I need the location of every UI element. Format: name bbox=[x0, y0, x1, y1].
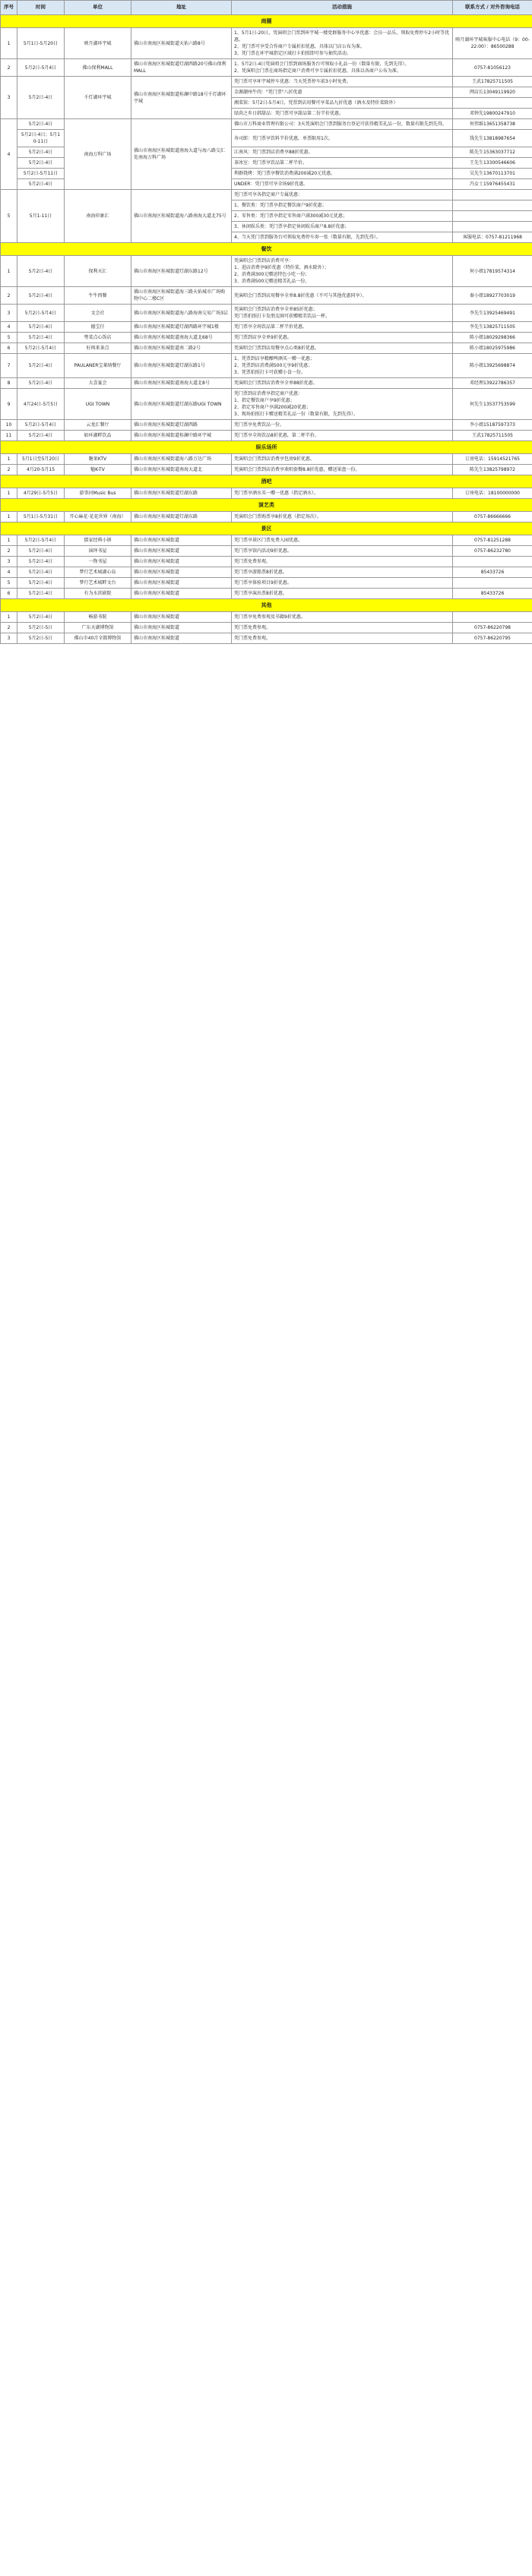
row-date: 5月2日-4日 bbox=[17, 567, 65, 578]
row-tel: 邓钟先19800247910 bbox=[453, 109, 532, 119]
row-activity: 佛山市万科商业管理有限公司：3天凭演唱会门票到服务台登记可获得精美礼品一份，数量有限先到先得。 bbox=[232, 119, 453, 130]
row-seq: 1 bbox=[1, 535, 17, 546]
row-unit: 千灯湖环宇城 bbox=[65, 77, 131, 119]
row-seq: 3 bbox=[1, 633, 17, 644]
table-row bbox=[1, 578, 532, 589]
table-row bbox=[1, 512, 532, 522]
table-row bbox=[1, 389, 532, 420]
table-row bbox=[1, 256, 532, 287]
table-body bbox=[1, 15, 532, 644]
row-date: 4月29日-5月5日 bbox=[17, 488, 65, 499]
row-seq: 2 bbox=[1, 623, 17, 633]
row-addr: 佛山市南海区桂城街道 bbox=[131, 633, 232, 644]
row-date: 5月2日-4日 bbox=[17, 546, 65, 557]
row-date: 5月2日-4日 bbox=[17, 147, 65, 158]
row-unit: 游事河Music Bus bbox=[65, 488, 131, 499]
row-seq: 2 bbox=[1, 546, 17, 557]
row-seq: 1 bbox=[1, 454, 17, 465]
table-row bbox=[1, 633, 532, 644]
row-activity: 1、5月1日-20日，凭演唱会门票到环宇城一楼党群服务中心享优惠：会员一品乐，领取免费停车2小时等优惠。 2、凭门票可享受合作商户专属折扣优惠，具体以门店公布为准。 3、凭门票在环宇城指定区域打卡拍照即可参与抽奖活动。 bbox=[232, 28, 453, 59]
table-row bbox=[1, 546, 532, 557]
row-date: 5月2日-4日 bbox=[17, 578, 65, 589]
row-addr: 佛山市南海区桂城街道 bbox=[131, 535, 232, 546]
table-row bbox=[1, 378, 532, 389]
row-date: 5月2日-4日 bbox=[17, 333, 65, 343]
table-row bbox=[1, 343, 532, 354]
row-seq: 4 bbox=[1, 567, 17, 578]
row-seq: 3 bbox=[1, 305, 17, 322]
row-unit: 儒家经典小镇 bbox=[65, 535, 131, 546]
row-activity: UNDER：凭门票可享全场9折优惠。 bbox=[232, 179, 453, 190]
header-seq: 序号 bbox=[1, 1, 17, 15]
row-addr: 佛山市南海区桂城街道海三路天佑城市广场购物中心二楼C区 bbox=[131, 287, 232, 305]
row-activity: 绿茵之乡日韩甜品：凭门票可享甜品第二份半价优惠。 bbox=[232, 109, 453, 119]
table-row bbox=[1, 333, 532, 343]
row-seq: 1 bbox=[1, 256, 17, 287]
row-addr: 佛山市南海区桂城街道海八路南海大道北75号 bbox=[131, 190, 232, 243]
row-date: 5月2日-4日 bbox=[17, 431, 65, 441]
header-row bbox=[1, 1, 532, 15]
table-row bbox=[1, 28, 532, 59]
promo-table bbox=[0, 0, 532, 644]
row-tel: 0757-86232780 bbox=[453, 546, 532, 557]
row-date: 5月2日-4日 bbox=[17, 378, 65, 389]
row-addr: 佛山市南海区桂城街道 bbox=[131, 578, 232, 589]
table-row bbox=[1, 431, 532, 441]
section-row bbox=[1, 499, 532, 512]
table-row bbox=[1, 287, 532, 305]
row-activity: 凭演唱会门票到店消费享全单88折优惠。 bbox=[232, 378, 453, 389]
row-seq: 6 bbox=[1, 343, 17, 354]
row-activity: 凭门票到店享全单9折优惠。 bbox=[232, 333, 453, 343]
row-unit: 牛牛西餐 bbox=[65, 287, 131, 305]
row-tel: 何先生13537753599 bbox=[453, 389, 532, 420]
row-activity: 金源潮州牛肉："凭门票"八折优惠 bbox=[232, 87, 453, 98]
section-title: 商圈 bbox=[1, 15, 532, 28]
row-activity: 利群烧烤：凭门票享餐饮消费满200减20元优惠。 bbox=[232, 169, 453, 179]
row-tel: 映月湖环宇城客服中心电话（9：00-22:00）：86500288 bbox=[453, 28, 532, 59]
row-activity: 凭门票到店消费享指定商户优惠： 1、指定餐饮商户享9折优惠； 2、指定零售商户享满200减20优惠； 3、现场拍照打卡赠送精美礼品一份（数量有限，先到先得）。 bbox=[232, 389, 453, 420]
row-activity: 凭门票享演出票8折优惠。 bbox=[232, 589, 453, 599]
table-row bbox=[1, 119, 532, 130]
row-addr: 佛山市南海区桂城街道海八路海南交易广场3层 bbox=[131, 305, 232, 322]
row-tel: 王武17825711505 bbox=[453, 77, 532, 87]
row-unit: 演绎书屋 bbox=[65, 546, 131, 557]
table-row bbox=[1, 454, 532, 465]
row-tel bbox=[453, 578, 532, 589]
header-unit: 单位 bbox=[65, 1, 131, 15]
row-seq: 4 bbox=[1, 322, 17, 333]
row-seq: 1 bbox=[1, 612, 17, 623]
section-row bbox=[1, 475, 532, 488]
row-seq: 10 bbox=[1, 420, 17, 431]
row-tel: 0757-81251288 bbox=[453, 535, 532, 546]
row-seq: 2 bbox=[1, 465, 17, 475]
row-unit: 魅K-TV bbox=[65, 465, 131, 475]
row-date: 5月2日-4日 bbox=[17, 612, 65, 623]
header-tel: 联系方式 / 对外咨询电话 bbox=[453, 1, 532, 15]
row-activity: 凭演唱会门票到店消费可享： 1、进店消费享9折优惠（特价菜、酒水除外）； 2、消费满300元赠送特色小吃一份； 3、消费满500元赠送精美礼品一份。 bbox=[232, 256, 453, 287]
row-date: 5月2日-4日 bbox=[17, 77, 65, 119]
row-addr: 佛山市南海区桂城街道灯湖东路1号 bbox=[131, 354, 232, 378]
row-tel bbox=[453, 190, 532, 200]
row-date: 4月20-5月15 bbox=[17, 465, 65, 475]
row-tel: 邓经理13922786357 bbox=[453, 378, 532, 389]
row-unit: 粤菜点心饭店 bbox=[65, 333, 131, 343]
row-addr: 佛山市南海区桂城街道 bbox=[131, 557, 232, 567]
header-addr: 地址 bbox=[131, 1, 232, 15]
row-tel: 0757-86666666 bbox=[453, 512, 532, 522]
table-row bbox=[1, 557, 532, 567]
row-tel: 85433726 bbox=[453, 567, 532, 578]
row-date: 5月2日-4日 bbox=[17, 589, 65, 599]
row-unit: 一物书屋 bbox=[65, 557, 131, 567]
row-unit: 有为水滨剧院 bbox=[65, 589, 131, 599]
row-activity: 凭门票享全场饮品8折优惠，第二杯半价。 bbox=[232, 431, 453, 441]
row-date: 4月24日-5月5日 bbox=[17, 389, 65, 420]
row-date: 5月1-11日 bbox=[17, 190, 65, 243]
table-row bbox=[1, 465, 532, 475]
row-tel: 李小姐15187597373 bbox=[453, 420, 532, 431]
section-title: 演艺类 bbox=[1, 499, 532, 512]
row-tel: 陈先生15363037712 bbox=[453, 147, 532, 158]
section-row bbox=[1, 15, 532, 28]
row-tel: 订座电话：18100000000 bbox=[453, 488, 532, 499]
row-seq: 8 bbox=[1, 378, 17, 389]
row-activity: 凭门票享景区门票免费入园优惠。 bbox=[232, 535, 453, 546]
row-unit: 梦行艺术城湖心岛 bbox=[65, 567, 131, 578]
row-tel: 李先生13925469491 bbox=[453, 305, 532, 322]
row-unit: PAULANER宝莱纳餐厅 bbox=[65, 354, 131, 378]
row-activity: 湘菜馆：5月2日-5月4日，凭票到店用餐可享菜品九折优惠（酒水及特价菜除外） bbox=[232, 98, 453, 109]
row-addr: 佛山市南海区桂城街道天佑六路8号 bbox=[131, 28, 232, 59]
row-tel bbox=[453, 98, 532, 109]
row-seq: 9 bbox=[1, 389, 17, 420]
row-seq: 3 bbox=[1, 77, 17, 119]
row-seq: 5 bbox=[1, 190, 17, 243]
row-activity: 凭门票免费参观。 bbox=[232, 557, 453, 567]
table-row bbox=[1, 488, 532, 499]
row-seq: 1 bbox=[1, 488, 17, 499]
table-row bbox=[1, 305, 532, 322]
row-activity: 凭演唱会门票到店消费享欢唱套餐8.8折优惠，赠送果盘一份。 bbox=[232, 465, 453, 475]
row-tel: 冯女士15976455431 bbox=[453, 179, 532, 190]
row-tel: 订房电话：15914521765 bbox=[453, 454, 532, 465]
row-date: 5月1日-5月31日 bbox=[17, 512, 65, 522]
row-activity: 凭演唱会门票购票享8折优惠（指定场次）。 bbox=[232, 512, 453, 522]
row-date: 5月2日-4日 bbox=[17, 354, 65, 378]
row-unit: 畅游书院 bbox=[65, 612, 131, 623]
row-date: 5月2日-4日 bbox=[17, 158, 65, 169]
header-hotline: 对外咨询电话 bbox=[489, 4, 520, 11]
section-title: 其他 bbox=[1, 599, 532, 612]
table-row bbox=[1, 623, 532, 633]
row-seq: 1 bbox=[1, 28, 17, 59]
header-contact: 联系方式 bbox=[465, 4, 486, 11]
row-activity: 凭演唱会门票到店消费享包房9折优惠。 bbox=[232, 454, 453, 465]
section-row bbox=[1, 522, 532, 535]
row-unit: 云龙汇餐厅 bbox=[65, 420, 131, 431]
row-activity: 凭门票可享环宇城停车优惠：当天凭票停车前3小时免费。 bbox=[232, 77, 453, 87]
row-unit: UGI TOWN bbox=[65, 389, 131, 420]
header-date: 时间 bbox=[17, 1, 65, 15]
row-activity: 凭门票享酒水买一赠一优惠（指定酒水）。 bbox=[232, 488, 453, 499]
row-addr: 佛山市南海区桂城街道灯湖东路 bbox=[131, 488, 232, 499]
row-date: 5月2日-4日 bbox=[17, 322, 65, 333]
row-tel bbox=[453, 222, 532, 232]
row-addr: 佛山市南海区桂城街道桂澜中路环宇城 bbox=[131, 431, 232, 441]
row-activity: 江南风：凭门票到店消费享88折优惠。 bbox=[232, 147, 453, 158]
row-tel: 陈小姐18029298366 bbox=[453, 333, 532, 343]
row-seq: 2 bbox=[1, 287, 17, 305]
row-activity: 凭门票享免费参观及书籍9折优惠。 bbox=[232, 612, 453, 623]
row-seq: 2 bbox=[1, 59, 17, 77]
row-activity: 凭门票享体验项目9折优惠。 bbox=[232, 578, 453, 589]
row-seq: 1 bbox=[1, 512, 17, 522]
table-row bbox=[1, 535, 532, 546]
row-tel: 85433726 bbox=[453, 589, 532, 599]
row-unit: 保利天汇 bbox=[65, 256, 131, 287]
row-seq: 4 bbox=[1, 119, 17, 190]
row-tel: 客服电话：0757-81211968 bbox=[453, 232, 532, 243]
row-addr: 佛山市南海区桂城街道 bbox=[131, 589, 232, 599]
row-unit: 南海万科广场 bbox=[65, 119, 131, 190]
row-tel: 网店长13049119920 bbox=[453, 87, 532, 98]
row-date: 5月2日-5月4日 bbox=[17, 343, 65, 354]
row-date: 5月2日-5月4日 bbox=[17, 535, 65, 546]
row-activity: 3、休闲娱乐类：凭门票享指定休闲娱乐商户8.8折优惠； bbox=[232, 222, 453, 232]
row-addr: 佛山市南海区桂城街道灯湖东路UGI TOWN bbox=[131, 389, 232, 420]
row-tel: 秦小姐18927703019 bbox=[453, 287, 532, 305]
row-addr: 佛山市南海区桂城街道灯湖东路12号 bbox=[131, 256, 232, 287]
row-date: 5月2日-5月4日 bbox=[17, 59, 65, 77]
row-date: 5月2日-4日 bbox=[17, 119, 65, 130]
row-tel bbox=[453, 211, 532, 222]
table-row bbox=[1, 59, 532, 77]
row-activity: 凭门票可享各指定商户专属优惠： bbox=[232, 190, 453, 200]
row-unit: 糖果KTV bbox=[65, 454, 131, 465]
row-addr: 佛山市南海区桂城街道灯湖西路环宇城1楼 bbox=[131, 322, 232, 333]
row-date: 5月2日-4日；5月10-11日 bbox=[17, 130, 65, 147]
row-date: 5月2日-5日 bbox=[17, 633, 65, 644]
row-seq: 11 bbox=[1, 431, 17, 441]
row-unit: 梦行艺术城畔文台 bbox=[65, 578, 131, 589]
row-date: 5月2日-5日 bbox=[17, 623, 65, 633]
table-row bbox=[1, 354, 532, 378]
row-date: 5月2日-5月11日 bbox=[17, 169, 65, 179]
row-tel: 王武17825711505 bbox=[453, 431, 532, 441]
table-row bbox=[1, 589, 532, 599]
table-row bbox=[1, 567, 532, 578]
row-activity: 1、凭票到店享精酿啤酒买一赠一优惠； 2、凭票到店消费满500元享9折优惠； 3、凭票拍照打卡可获赠小食一份。 bbox=[232, 354, 453, 378]
row-date: 5月2日-4日 bbox=[17, 256, 65, 287]
row-activity: 凭门票享游船票8折优惠。 bbox=[232, 567, 453, 578]
row-date: 5月1日至5月20日 bbox=[17, 454, 65, 465]
row-activity: 凭门票享免费饮品一份。 bbox=[232, 420, 453, 431]
section-title: 景区 bbox=[1, 522, 532, 535]
row-tel: 陈小姐13925698874 bbox=[453, 354, 532, 378]
row-addr: 佛山市南海区桂城街道 bbox=[131, 612, 232, 623]
row-activity: 凭演唱会门票到店用餐享点心类8折优惠。 bbox=[232, 343, 453, 354]
row-unit: 映月湖环宇城 bbox=[65, 28, 131, 59]
row-unit: 德宝仔 bbox=[65, 322, 131, 333]
row-activity: 凭演唱会门票到店消费享全单85折优惠； 凭门票拍照打卡发朋友圈可获赠精美饮品一杯。 bbox=[232, 305, 453, 322]
table-row bbox=[1, 190, 532, 200]
row-seq: 3 bbox=[1, 557, 17, 567]
row-activity: 凭门票免费参观。 bbox=[232, 623, 453, 633]
row-unit: 文会社 bbox=[65, 305, 131, 322]
row-activity: 1、餐饮类：凭门票享指定餐饮商户9折优惠； bbox=[232, 200, 453, 211]
section-title: 酒吧 bbox=[1, 475, 532, 488]
row-tel: 李先生13825711505 bbox=[453, 322, 532, 333]
row-unit: 佛山保利MALL bbox=[65, 59, 131, 77]
row-date: 5月2日-5月4日 bbox=[17, 420, 65, 431]
row-addr: 佛山市南海区桂城街道 bbox=[131, 546, 232, 557]
row-activity: 1、5月2日-4日凭演唱会门票到商场服务台可领取小礼品一份（数量有限，先到先得）。 2、凭演唱会门票在商场指定商户消费可享专属折扣优惠，具体以各商户公布为准。 bbox=[232, 59, 453, 77]
section-title: 娱乐场所 bbox=[1, 441, 532, 454]
promo-sheet bbox=[0, 0, 532, 644]
row-activity: 寿司郎：凭门票享饮料半价优惠，单票限用1次。 bbox=[232, 130, 453, 147]
row-tel: 陈先生13825798972 bbox=[453, 465, 532, 475]
row-activity: 凭门票享馆内活动9折优惠。 bbox=[232, 546, 453, 557]
row-addr: 佛山市南海区桂城街道 bbox=[131, 567, 232, 578]
header-activity: 活动措施 bbox=[232, 1, 453, 15]
row-date: 5月2日-4日 bbox=[17, 179, 65, 190]
row-unit: 佛山市40音全都博物馆 bbox=[65, 633, 131, 644]
row-unit: 如环湖畔饮品 bbox=[65, 431, 131, 441]
row-addr: 佛山市南海区桂城街道南海大道北 bbox=[131, 465, 232, 475]
row-tel: 王先生13300546606 bbox=[453, 158, 532, 169]
row-addr: 佛山市南海区桂城街道灯湖西路20号佛山保利MALL bbox=[131, 59, 232, 77]
table-row bbox=[1, 77, 532, 87]
row-seq: 6 bbox=[1, 589, 17, 599]
row-addr: 佛山市南海区桂城街道南海大道与海八路交汇处南海万科广场 bbox=[131, 119, 232, 190]
section-title: 餐饮 bbox=[1, 243, 532, 256]
row-unit: 广东天湖博物馆 bbox=[65, 623, 131, 633]
row-addr: 佛山市南海区桂城街道灯湖西路 bbox=[131, 420, 232, 431]
row-activity: 凭门票享全场饮品第二杯半价优惠。 bbox=[232, 322, 453, 333]
section-row bbox=[1, 243, 532, 256]
table-row bbox=[1, 420, 532, 431]
row-date: 5月2日-4日 bbox=[17, 557, 65, 567]
row-date: 5月1日-5月20日 bbox=[17, 28, 65, 59]
row-tel: 何小姐17819574314 bbox=[453, 256, 532, 287]
row-tel: 0757-86220798 bbox=[453, 623, 532, 633]
row-date: 5月2日-5月4日 bbox=[17, 305, 65, 322]
row-tel: 陈小姐18025975986 bbox=[453, 343, 532, 354]
row-addr: 佛山市南海区桂城街道海八路万达广场 bbox=[131, 454, 232, 465]
row-unit: 开心麻花·花花世界（南海） bbox=[65, 512, 131, 522]
row-addr: 佛山市南海区桂城街道南海大道北68号 bbox=[131, 333, 232, 343]
row-addr: 佛山市南海区桂城街道南海大道北8号 bbox=[131, 378, 232, 389]
row-tel bbox=[453, 200, 532, 211]
row-activity: 2、零售类：凭门票享指定零售商户满300减30元优惠； bbox=[232, 211, 453, 222]
row-activity: 4、当天凭门票到服务台可领取免费停车券一张（数量有限，先到先得）。 bbox=[232, 232, 453, 243]
row-seq: 5 bbox=[1, 333, 17, 343]
row-date: 5月2日-4日 bbox=[17, 287, 65, 305]
row-tel: 0757-86220795 bbox=[453, 633, 532, 644]
row-tel: 0757-81056123 bbox=[453, 59, 532, 77]
row-tel bbox=[453, 612, 532, 623]
row-activity: 凭演唱会门票到店用餐享全单8.8折优惠（不可与其他优惠同享）。 bbox=[232, 287, 453, 305]
row-seq: 5 bbox=[1, 578, 17, 589]
table-row bbox=[1, 322, 532, 333]
table-row bbox=[1, 612, 532, 623]
section-row bbox=[1, 441, 532, 454]
section-row bbox=[1, 599, 532, 612]
row-addr: 佛山市南海区桂城街道桂澜中路18号千灯湖环宇城 bbox=[131, 77, 232, 119]
row-tel bbox=[453, 557, 532, 567]
row-tel: 何伟维13651358738 bbox=[453, 119, 532, 130]
row-addr: 佛山市南海区桂城街道南二路2号 bbox=[131, 343, 232, 354]
row-unit: 大喜宴会 bbox=[65, 378, 131, 389]
row-addr: 佛山市南海区桂城街道灯湖东路 bbox=[131, 512, 232, 522]
row-seq: 7 bbox=[1, 354, 17, 378]
row-unit: 南海印象汇 bbox=[65, 190, 131, 243]
row-unit: 好再来茶点 bbox=[65, 343, 131, 354]
row-tel: 钱先生13818987654 bbox=[453, 130, 532, 147]
row-tel: 吴先生13670113701 bbox=[453, 169, 532, 179]
row-activity: 茶冰室：凭门票享饮品第二杯半价。 bbox=[232, 158, 453, 169]
row-addr: 佛山市南海区桂城街道 bbox=[131, 623, 232, 633]
row-activity: 凭门票免费参观。 bbox=[232, 633, 453, 644]
